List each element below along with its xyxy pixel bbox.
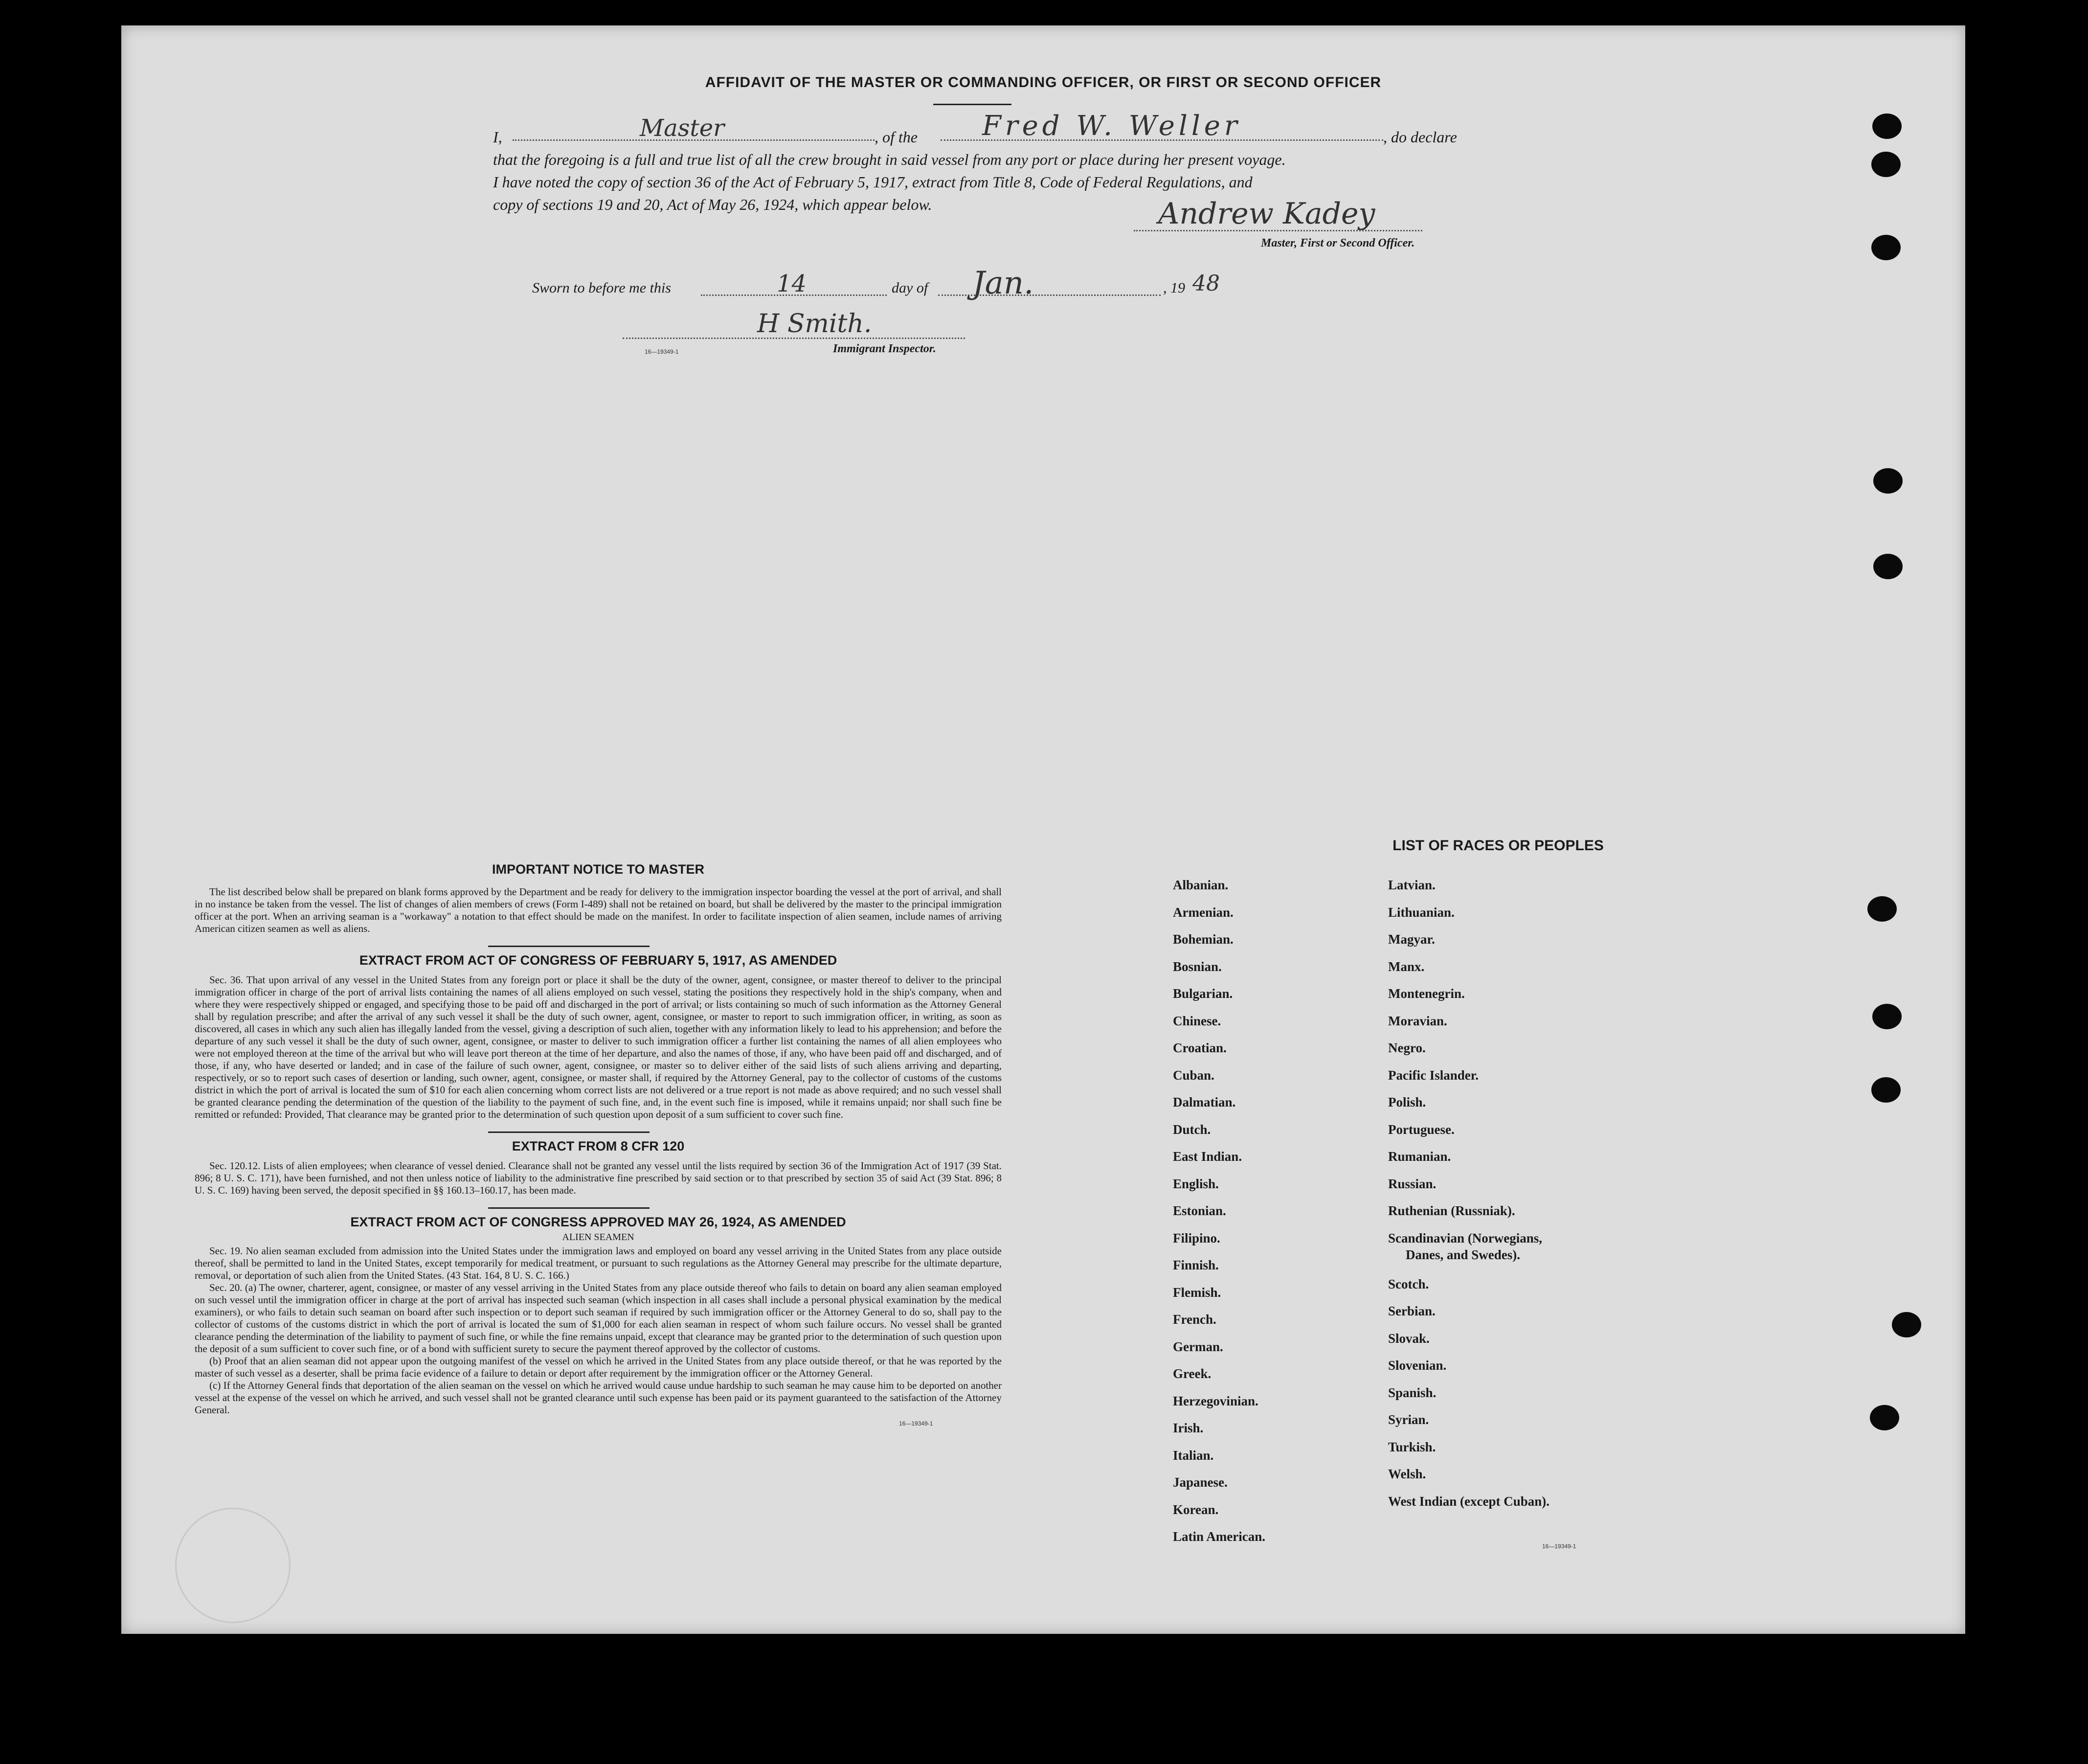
race-item: Scandinavian (Norwegians, <box>1388 1230 1543 1245</box>
affidavit-i: I, <box>493 128 502 146</box>
race-item: Slovenian. <box>1388 1358 1447 1373</box>
race-item: Japanese. <box>1173 1475 1228 1490</box>
race-item: Bosnian. <box>1173 959 1222 974</box>
race-item: Slovak. <box>1388 1331 1430 1346</box>
race-item: Filipino. <box>1173 1230 1220 1245</box>
sworn-month-handwritten: Jan. <box>972 265 1034 301</box>
race-item: Portuguese. <box>1388 1122 1455 1137</box>
race-item: Polish. <box>1388 1095 1426 1109</box>
race-item: Moravian. <box>1388 1013 1447 1028</box>
document-sheet <box>121 25 1965 1634</box>
punch-hole <box>1872 113 1902 139</box>
race-item: Spanish. <box>1388 1385 1437 1400</box>
inspector-signature: H Smith. <box>757 309 872 339</box>
dotted-line <box>623 338 965 339</box>
race-item: Herzegovinian. <box>1173 1393 1258 1408</box>
race-item: Turkish. <box>1388 1439 1436 1454</box>
punch-hole <box>1872 1004 1902 1029</box>
dotted-line <box>1134 230 1422 231</box>
race-item: Lithuanian. <box>1388 905 1455 920</box>
divider <box>488 946 650 947</box>
affidavit-line: copy of sections 19 and 20, Act of May 26, 1924, which appear below. <box>493 196 932 213</box>
race-item: Flemish. <box>1173 1285 1221 1300</box>
race-item: Manx. <box>1388 959 1425 974</box>
punch-hole <box>1871 152 1901 177</box>
race-item: Greek. <box>1173 1366 1212 1381</box>
race-item: Montenegrin. <box>1388 986 1465 1001</box>
extract-cfr-body: Sec. 120.12. Lists of alien employees; when clearance of vessel denied. Clearance shall not be granted any vessel until the lists required by section 36 of the Immigration Act of 1917 (39 Stat. 896; 8 U. S. C. 171), have been furnished, and not then unless notice of liability to the administrative fine prescribed by said section or to that prescribed by section 35 of said Act (39 Stat. 896; 8 U. S. C. 169) having been served, the deposit specified in §§ 160.13–160.17, has been made. <box>195 1160 1002 1196</box>
form-number: 16—19349-1 <box>1542 1543 1576 1550</box>
race-item: Rumanian. <box>1388 1149 1451 1164</box>
divider <box>488 1207 650 1209</box>
races-title: LIST OF RACES OR PEOPLES <box>1392 837 1604 854</box>
affidavit-statement <box>493 110 1613 216</box>
race-item: Danes, and Swedes). <box>1406 1247 1521 1262</box>
race-item: Estonian. <box>1173 1203 1226 1218</box>
race-item: Irish. <box>1173 1421 1204 1435</box>
race-item: Ruthenian (Russniak). <box>1388 1203 1515 1218</box>
race-item: Croatian. <box>1173 1040 1227 1055</box>
sworn-year-handwritten: 48 <box>1192 271 1220 296</box>
race-item: Russian. <box>1388 1176 1437 1191</box>
affidavit-line: that the foregoing is a full and true list of all the crew brought in said vessel from any port or place during her present voyage. <box>493 151 1286 168</box>
punch-hole <box>1873 554 1903 579</box>
race-item: Serbian. <box>1388 1304 1436 1318</box>
race-item: Pacific Islander. <box>1388 1067 1479 1083</box>
race-item: Bohemian. <box>1173 932 1234 947</box>
extract-1917-body: Sec. 36. That upon arrival of any vessel in the United States from any foreign port or place it shall be the duty of the owner, agent, consignee, or master thereof to deliver to the principal immigration officer in charge of the port of arrival lists containing the names of all aliens employed on such vessel, stating the positions they respectively hold in the ship's company, when and where they were respectively shipped or engaged, and specifying those to be paid off and discharged in the port of arrival; or lists containing so much of such information as the Attorney General shall by regulation prescribe; and after the arrival of any such vessel it shall be the duty of such owner, agent, consignee, or master to report to such immigration officer, in writing, as soon as discovered, all cases in which any such alien has illegally landed from the vessel, giving a description of such alien, together with any information likely to lead to his apprehension; and before the departure of any such vessel it shall be the duty of such owner, agent, consignee, or master to deliver to such immigration officer a further list containing the names of all alien employees who were not employed thereon at the time of the arrival but who will leave port thereon at the time of her departure, and also the names of those, if any, who have been paid off and discharged, and of those, if any, who have deserted or landed; and in case of the failure of such owner, agent, consignee, or master so to deliver either of the said lists of such aliens arriving and departing, respectively, or so to report such cases of desertion or landing, such owner, agent, consignee, or master shall, if required by the Attorney General, pay to the collector of customs of the customs district in which the port of arrival is located the sum of $10 for each alien concerning whom correct lists are not delivered or a true report is not made as above required; and no such vessel shall be granted clearance pending the determination of the question of the liability to the payment of such fine, and, in the event such fine is imposed, while it remains unpaid; nor shall such fine be remitted or refunded: Provided, That clearance may be granted prior to the determination of such question upon deposit of a sum sufficient to cover such fine. <box>195 974 1002 1120</box>
race-item: Scotch. <box>1388 1276 1429 1291</box>
affidavit-title: AFFIDAVIT OF THE MASTER OR COMMANDING OFFICER, OR FIRST OR SECOND OFFICER <box>705 74 1382 90</box>
race-item: Dutch. <box>1173 1122 1211 1137</box>
notice-body: The list described below shall be prepared on blank forms approved by the Department and be ready for delivery to the immigration inspector boarding the vessel at the port of arrival, and shall in no instance be taken from the vessel. The list of changes of alien members of crews (Form I-489) shall not be retained on board, but shall be delivered by the master to the principal immigration officer at the port. When an arriving seaman is a "workaway" a notation to that effect should be made on the manifest. In order to facilitate inspection of alien seamen, include names of arriving American citizen seamen as well as aliens. <box>195 886 1002 934</box>
punch-hole <box>1871 235 1901 260</box>
dotted-line <box>938 294 1161 296</box>
declare-label: , do declare <box>1383 128 1457 146</box>
race-item: Latvian. <box>1388 878 1436 892</box>
affidavit-line: I have noted the copy of section 36 of the Act of February 5, 1917, extract from Title 8, Code of Federal Regulations, and <box>493 173 1253 191</box>
notice-title: IMPORTANT NOTICE TO MASTER <box>492 862 704 877</box>
extract-1924-sec19: Sec. 19. No alien seaman excluded from admission into the United States under the immigration laws and employed on board any vessel arriving in the United States from any place outside thereof, shall be permitted to land in the United States, except temporarily for medical treatment, or pursuant to such regulations as the Attorney General may prescribe for the ultimate departure, removal, or deportation of such alien from the United States. (43 Stat. 164, 8 U. S. C. 166.) <box>195 1245 1002 1281</box>
extract-1924-subtitle: ALIEN SEAMEN <box>562 1232 634 1243</box>
race-item: German. <box>1173 1339 1223 1354</box>
extract-1917-title: EXTRACT FROM ACT OF CONGRESS OF FEBRUARY 5, 1917, AS AMENDED <box>359 953 837 968</box>
punch-hole <box>1870 1405 1899 1430</box>
sworn-prefix: Sworn to before me this <box>532 280 671 296</box>
extract-1924-title: EXTRACT FROM ACT OF CONGRESS APPROVED MAY 26, 1924, AS AMENDED <box>350 1215 846 1229</box>
race-item: Italian. <box>1173 1447 1214 1463</box>
officer-rank-handwritten: Master <box>640 114 725 142</box>
extract-1924-sec20a: Sec. 20. (a) The owner, charterer, agent, consignee, or master of any vessel arriving in the United States from any place outside thereof who fails to detain on board any alien seaman employed on such vessel until the immigration officer in charge at the port of arrival has inspected such seaman (which inspection in all cases shall include a personal physical examination by the medical examiners), or who fails to detain such seaman on board after such inspection or to deport such seaman if required by such immigration officer or the Attorney General to do so, shall pay to the collector of customs of the customs district in which the port of arrival is located the sum of $1,000 for each alien seaman in respect of whom such failure occurs. No vessel shall be granted clearance pending the determination of the liability to payment of such fine, or while the fine remains unpaid, except that clearance may be granted prior to the determination of such question upon the deposit of a sum sufficient to cover such fine, or of a bond with sufficient surety to secure the payment thereof approved by the collector of customs. <box>195 1282 1002 1355</box>
race-item: Albanian. <box>1173 878 1229 892</box>
divider <box>933 104 1011 105</box>
punch-hole <box>1871 1077 1901 1103</box>
race-item: French. <box>1173 1312 1216 1327</box>
race-item: Magyar. <box>1388 932 1435 947</box>
race-item: Latin American. <box>1173 1529 1265 1544</box>
of-the-label: , of the <box>875 128 918 146</box>
sworn-statement <box>532 265 1413 304</box>
race-item: Bulgarian. <box>1173 986 1233 1001</box>
form-number: 16—19349-1 <box>899 1420 933 1427</box>
punch-hole <box>1867 896 1897 922</box>
race-item: Chinese. <box>1173 1013 1221 1028</box>
extract-1924-sec20b: (b) Proof that an alien seaman did not appear upon the outgoing manifest of the vessel on which he arrived in the United States from any place outside thereof, or that he was reported by the master of such vessel as a deserter, shall be prima facie evidence of a failure to detain or deport after requirement by the immigration officer or the Attorney General. <box>195 1355 1002 1379</box>
inspector-caption: Immigrant Inspector. <box>833 342 936 355</box>
punch-hole <box>1892 1312 1921 1337</box>
notices-column <box>195 862 1002 1427</box>
race-item: Korean. <box>1173 1502 1219 1517</box>
race-item: Syrian. <box>1388 1412 1429 1427</box>
race-item: Dalmatian. <box>1173 1095 1236 1109</box>
race-item: East Indian. <box>1173 1149 1242 1164</box>
punch-hole <box>1873 468 1903 494</box>
seal-emboss <box>175 1508 291 1623</box>
race-item: Negro. <box>1388 1040 1426 1055</box>
divider <box>488 1131 650 1133</box>
year-prefix: , 19 <box>1163 280 1185 296</box>
race-item: English. <box>1173 1176 1219 1191</box>
vessel-name-handwritten: Fred W. Weller <box>982 110 1241 142</box>
extract-1924-sec20c: (c) If the Attorney General finds that deportation of the alien seaman on the vessel on which he arrived would cause undue hardship to such seaman he may cause him to be deported on another vessel at the expense of the vessel on which he arrived, and such vessel shall not be granted clearance until such expense has been paid or its payment guaranteed to the satisfaction of the Attorney General. <box>195 1380 1002 1416</box>
form-number: 16—19349-1 <box>645 348 679 355</box>
race-item: Armenian. <box>1173 905 1234 920</box>
signature-caption: Master, First or Second Officer. <box>1261 237 1415 249</box>
sworn-day-handwritten: 14 <box>777 270 807 297</box>
race-item: Welsh. <box>1388 1467 1426 1481</box>
race-item: West Indian (except Cuban). <box>1388 1493 1550 1509</box>
races-left-column <box>1173 878 1265 1557</box>
race-item: Finnish. <box>1173 1258 1219 1272</box>
master-signature: Andrew Kadey <box>1158 197 1375 231</box>
day-of-label: day of <box>892 280 928 296</box>
extract-cfr-title: EXTRACT FROM 8 CFR 120 <box>512 1139 685 1153</box>
races-right-column <box>1388 878 1549 1521</box>
race-item: Cuban. <box>1173 1067 1214 1083</box>
